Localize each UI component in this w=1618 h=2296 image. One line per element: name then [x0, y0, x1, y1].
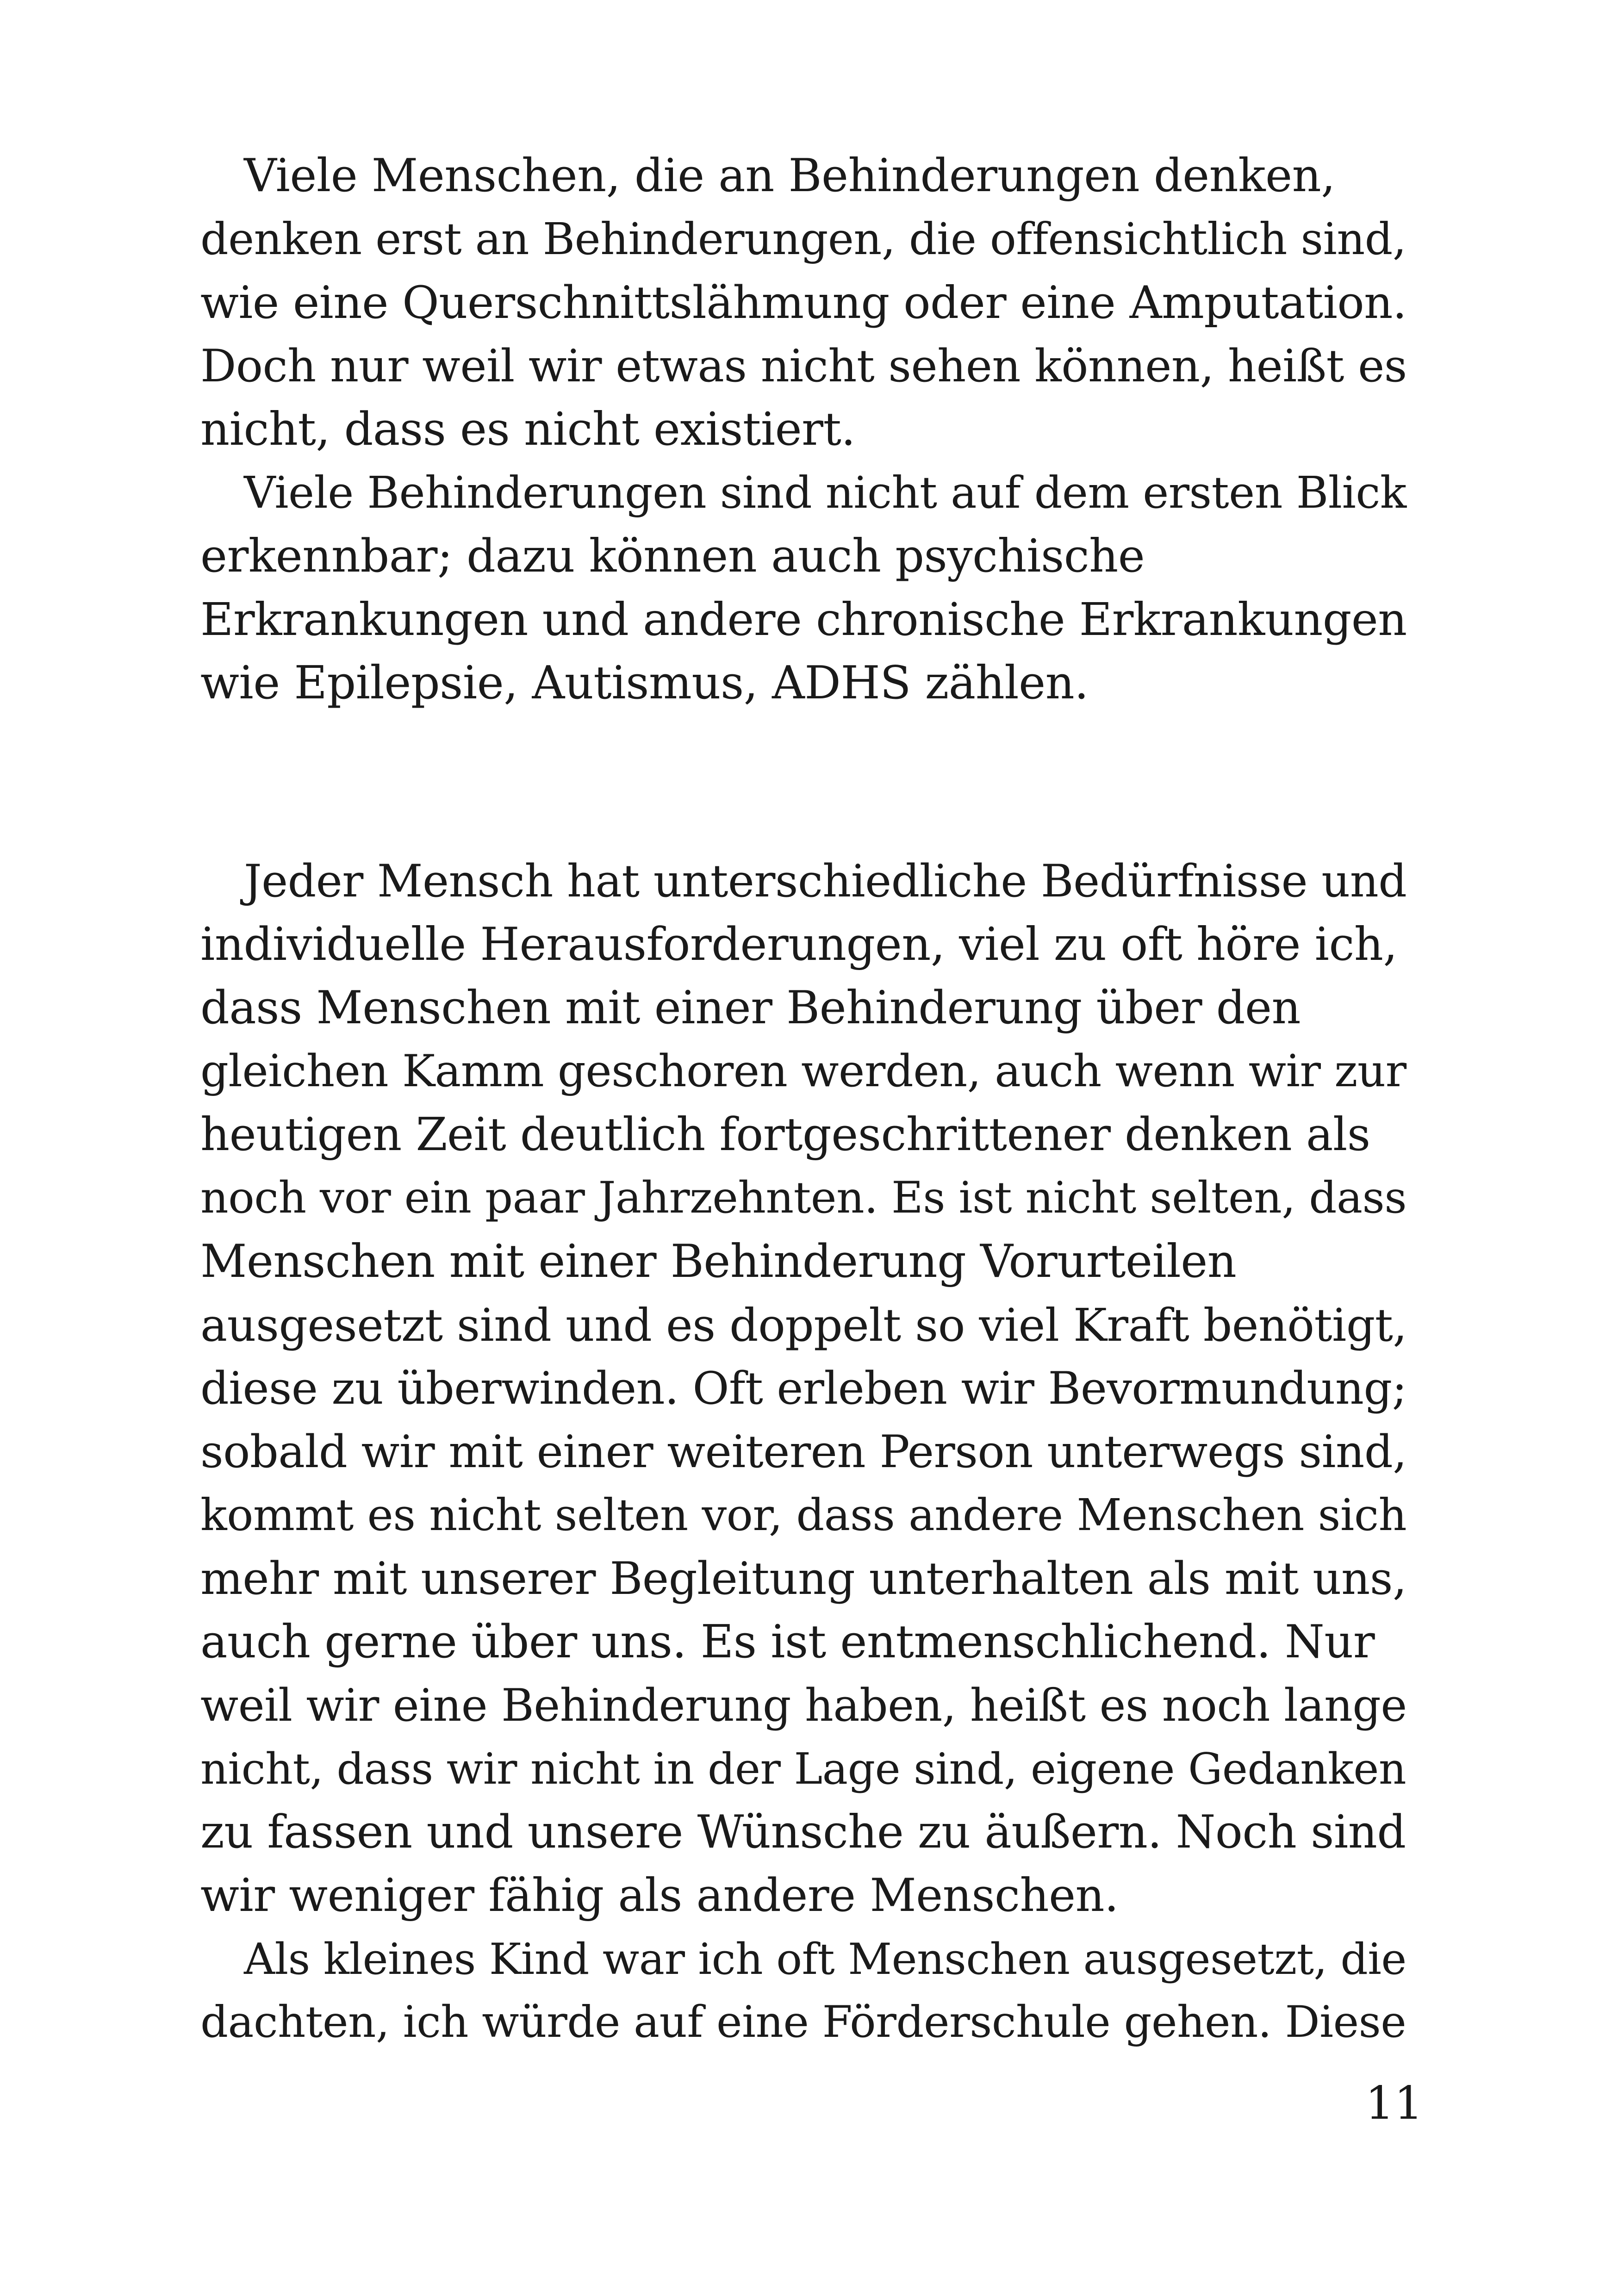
text-line: mehr mit unserer Begleitung unterhalten als mit uns, [200, 1552, 1407, 1605]
text-line: Menschen mit einer Behinderung Vorurteilen [200, 1235, 1237, 1288]
text-line: denken erst an Behinderungen, die offensichtlich sind, [200, 214, 1406, 265]
text-line: wie eine Querschnittslähmung oder eine Amputation. [200, 276, 1407, 329]
text-line: Viele Behinderungen sind nicht auf dem ersten Blick [244, 467, 1406, 518]
text-line: auch gerne über uns. Es ist entmenschlichend. Nur [200, 1616, 1375, 1668]
text-line: wir weniger fähig als andere Menschen. [200, 1869, 1119, 1922]
text-line: kommt es nicht selten vor, dass andere Menschen sich [200, 1490, 1407, 1541]
text-line: zu fassen und unsere Wünsche zu äußern. Noch sind [200, 1806, 1406, 1859]
text-line: noch vor ein paar Jahrzehnten. Es ist nicht selten, dass [200, 1173, 1407, 1223]
text-line: individuelle Herausforderungen, viel zu oft höre ich, [200, 918, 1398, 971]
text-line: Erkrankungen und andere chronische Erkrankungen [200, 593, 1407, 646]
text-line: ausgesetzt sind und es doppelt so viel Kraft benötigt, [200, 1299, 1407, 1351]
text-line: heutigen Zeit deutlich fortgeschrittener denken als [200, 1108, 1370, 1161]
text-line: diese zu überwinden. Oft erleben wir Bevormundung; [200, 1363, 1407, 1414]
text-line: wie Epilepsie, Autismus, ADHS zählen. [200, 657, 1089, 709]
text-line: nicht, dass wir nicht in der Lage sind, eigene Gedanken [200, 1744, 1406, 1794]
text-line: Viele Menschen, die an Behinderungen denken, [244, 149, 1335, 202]
text-line: weil wir eine Behinderung haben, heißt es noch lange [200, 1680, 1407, 1731]
text-line: sobald wir mit einer weiteren Person unterwegs sind, [200, 1425, 1407, 1478]
text-line: erkennbar; dazu können auch psychische [200, 530, 1145, 583]
text-line: Doch nur weil wir etwas nicht sehen können, heißt es [200, 340, 1407, 392]
text-line: dass Menschen mit einer Behinderung über den [200, 982, 1301, 1034]
text-line: Als kleines Kind war ich oft Menschen ausgesetzt, die [244, 1934, 1406, 1984]
text-line: Jeder Mensch hat unterschiedliche Bedürfnisse und [244, 855, 1407, 907]
text-line: gleichen Kamm geschoren werden, auch wenn wir zur [200, 1046, 1406, 1097]
text-line: dachten, ich würde auf eine Förderschule gehen. Diese [200, 1997, 1406, 2047]
page-number: 11 [1365, 2077, 1423, 2130]
text-line: nicht, dass es nicht existiert. [200, 403, 855, 456]
